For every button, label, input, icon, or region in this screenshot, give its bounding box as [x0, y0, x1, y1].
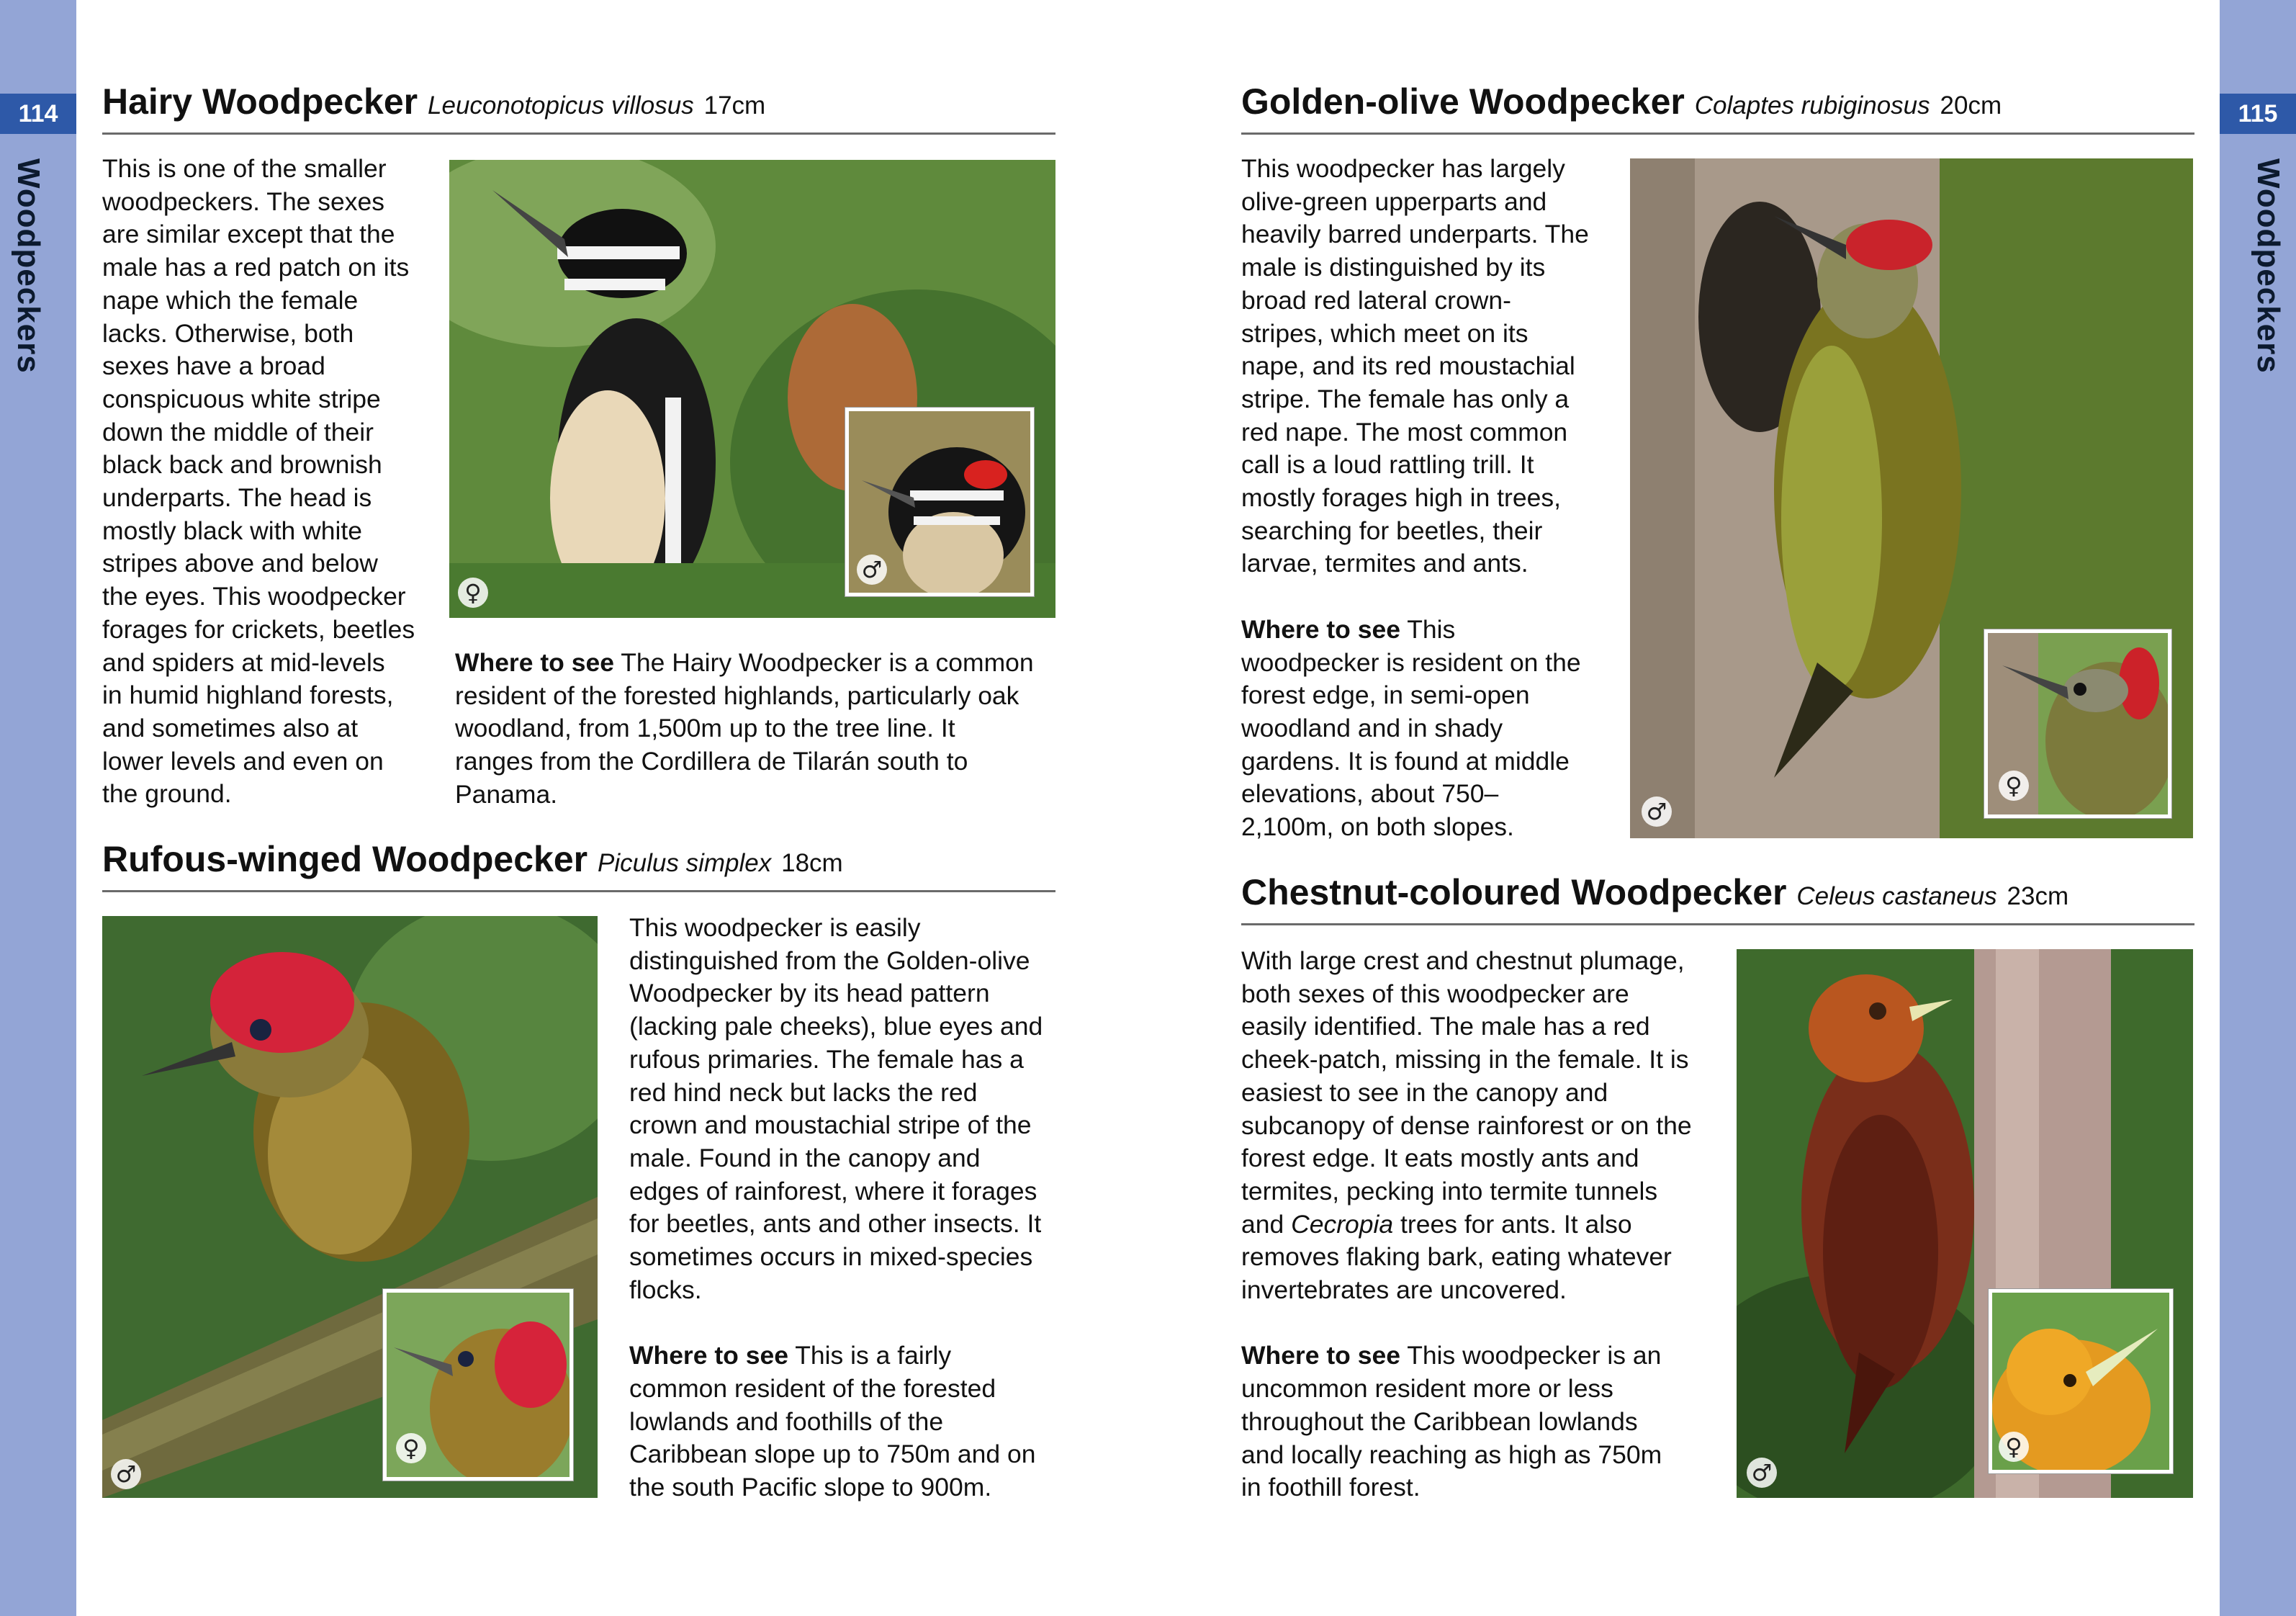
page-number-right: 115 [2220, 94, 2296, 134]
heading-rule [1241, 133, 2194, 135]
female-symbol: ♀ [1999, 1432, 2029, 1462]
latin-name: Colaptes rubiginosus [1694, 91, 1930, 120]
heading-rule [102, 890, 1055, 892]
species-name: Hairy Woodpecker [102, 81, 418, 122]
species-name: Golden-olive Woodpecker [1241, 81, 1685, 122]
page-number-left: 114 [0, 94, 76, 134]
species-heading-hairy [102, 79, 765, 128]
species-name: Rufous-winged Woodpecker [102, 839, 588, 879]
length: 23cm [2007, 882, 2069, 910]
male-symbol: ♂ [111, 1459, 141, 1489]
section-tab-right: Woodpeckers [2251, 158, 2286, 374]
hairy-description: This is one of the smaller woodpeckers. The sexes are similar except that the male has a red patch on its nape which the female lacks. Otherwise, both sexes have a broad conspicuous white stripe down the middle of their black back and brownish underparts. The head is mostly black with white stripes above and below the eyes. This woodpecker forages for crickets, beetles and spiders at mid-levels in humid highland forests, and sometimes also at lower levels and even on the ground. [102, 154, 415, 809]
species-name: Chestnut-coloured Woodpecker [1241, 872, 1787, 912]
male-symbol: ♂ [857, 555, 887, 585]
male-symbol: ♂ [1747, 1458, 1777, 1488]
chestnut-description: With large crest and chestnut plumage, both sexes of this woodpecker are easily identified. The male has a red cheek-patch, missing in the female. It is easiest to see in the canopy and subcanopy of dense rainforest or on the forest edge. It eats mostly ants and termites, pecking into termite tunnels and Cecropia trees for ants. It also removes flaking bark, eating whatever invertebrates are uncovered. Where to see This woodpecker is an uncommon resident more or less throughout the Caribbean lowlands and locally reaching as high as 750m in foothill forest. [1241, 946, 1692, 1502]
latin-name: Piculus simplex [598, 849, 772, 877]
species-heading-rufous [102, 837, 843, 886]
golden-olive-description: This woodpecker has largely olive-green upperparts and heavily barred underparts. The male is distinguished by its broad red lateral crown- stripes, which meet on its nape, and its red moustachial stripe. The female has only a red nape. The most common call is a loud rattling trill. It mostly forages high in trees, searching for beetles, their larvae, termites and ants. Where to see This woodpecker is resident on the forest edge, in semi-open woodland and in shady gardens. It is found at middle elevations, about 750– 2,100m, on both slopes. [1241, 154, 1589, 842]
rufous-description: This woodpecker is easily distinguished from the Golden-olive Woodpecker by its head pattern (lacking pale cheeks), blue eyes and rufous primaries. The female has a red hind neck but lacks the red crown and moustachial stripe of the male. Found in the canopy and edges of rainforest, where it forages for beetles, ants and other insects. It sometimes occurs in mixed-species flocks. Where to see This is a fairly common resident of the forested lowlands and foothills of the Caribbean slope up to 750m and on the south Pacific slope to 900m. [629, 913, 1043, 1501]
hairy-where-to-see: Where to see The Hairy Woodpecker is a common resident of the forested highlands, particularly oak woodland, from 1,500m up to the tree line. It ranges from the Cordillera de Tilarán south to Panama. [455, 648, 1034, 809]
species-heading-golden-olive [1241, 79, 2002, 128]
female-symbol: ♀ [458, 578, 488, 608]
heading-rule [1241, 923, 2194, 925]
female-symbol: ♀ [396, 1433, 426, 1463]
female-symbol: ♀ [1999, 771, 2029, 801]
male-symbol: ♂ [1642, 796, 1672, 827]
latin-name: Celeus castaneus [1796, 882, 1997, 910]
length: 20cm [1940, 91, 2002, 120]
species-heading-chestnut [1241, 870, 2068, 919]
length: 18cm [781, 849, 843, 877]
length: 17cm [703, 91, 766, 120]
section-tab-left: Woodpeckers [11, 158, 46, 374]
latin-name: Leuconotopicus villosus [428, 91, 694, 120]
heading-rule [102, 133, 1055, 135]
